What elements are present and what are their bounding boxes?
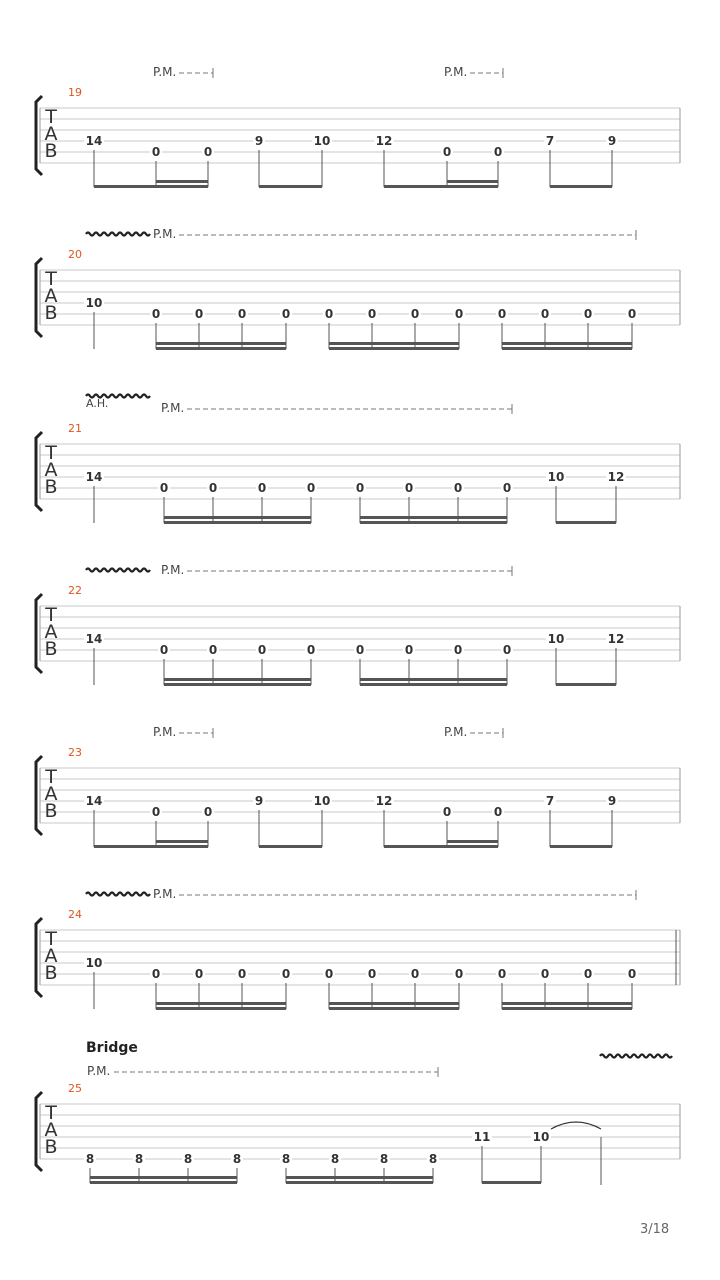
fret-number: 8 bbox=[183, 1152, 193, 1166]
beam-secondary bbox=[447, 180, 498, 183]
beam bbox=[259, 845, 322, 848]
fret-number: 8 bbox=[379, 1152, 389, 1166]
vibrato-mark bbox=[86, 569, 150, 572]
fret-number: 0 bbox=[159, 643, 169, 657]
fret-number: 0 bbox=[410, 307, 420, 321]
fret-number: 8 bbox=[232, 1152, 242, 1166]
beam-secondary bbox=[164, 678, 311, 681]
fret-number: 0 bbox=[306, 643, 316, 657]
bar-number: 21 bbox=[68, 422, 82, 435]
tab-clef-b: B bbox=[44, 140, 58, 162]
beam-secondary bbox=[156, 342, 286, 345]
tab-clef-t: T bbox=[45, 106, 57, 128]
fret-number: 9 bbox=[607, 134, 617, 148]
fret-number: 7 bbox=[545, 794, 555, 808]
fret-number: 8 bbox=[85, 1152, 95, 1166]
fret-number: 10 bbox=[85, 296, 103, 310]
tab-clef-t: T bbox=[45, 928, 57, 950]
tab-clef-a: A bbox=[44, 285, 58, 307]
tab-clef-t: T bbox=[45, 1102, 57, 1124]
fret-number: 0 bbox=[281, 967, 291, 981]
beam bbox=[90, 1181, 237, 1184]
beam-secondary bbox=[90, 1176, 237, 1179]
staff-system-24 bbox=[36, 887, 680, 1010]
beam bbox=[286, 1181, 433, 1184]
fret-number: 0 bbox=[151, 307, 161, 321]
palm-mute-label: P.M. bbox=[161, 401, 185, 415]
fret-number: 0 bbox=[404, 481, 414, 495]
palm-mute-label: P.M. bbox=[153, 227, 177, 241]
artificial-harmonic-label: A.H. bbox=[86, 397, 109, 410]
palm-mute-label: P.M. bbox=[153, 887, 177, 901]
tab-clef-b: B bbox=[44, 1136, 58, 1158]
palm-mute-label: P.M. bbox=[161, 563, 185, 577]
fret-number: 9 bbox=[607, 794, 617, 808]
staff-system-25 bbox=[36, 1040, 680, 1185]
beam-secondary bbox=[329, 1002, 459, 1005]
fret-number: 0 bbox=[453, 643, 463, 657]
fret-number: 0 bbox=[194, 967, 204, 981]
fret-number: 0 bbox=[502, 643, 512, 657]
fret-number: 8 bbox=[428, 1152, 438, 1166]
tab-clef-a: A bbox=[44, 621, 58, 643]
fret-number: 0 bbox=[151, 967, 161, 981]
palm-mute-label: P.M. bbox=[444, 725, 468, 739]
beam bbox=[360, 521, 507, 524]
beam bbox=[550, 185, 612, 188]
fret-number: 14 bbox=[85, 794, 103, 808]
vibrato-mark bbox=[600, 1055, 672, 1058]
fret-number: 0 bbox=[454, 307, 464, 321]
fret-number: 12 bbox=[607, 632, 625, 646]
fret-number: 0 bbox=[257, 481, 267, 495]
fret-number: 14 bbox=[85, 470, 103, 484]
beam bbox=[329, 1007, 459, 1010]
fret-number: 14 bbox=[85, 632, 103, 646]
beam bbox=[556, 683, 616, 686]
tab-clef-b: B bbox=[44, 800, 58, 822]
fret-number: 0 bbox=[454, 967, 464, 981]
beam bbox=[94, 185, 208, 188]
fret-number: 10 bbox=[532, 1130, 550, 1144]
beam bbox=[329, 347, 459, 350]
tab-clef-a: A bbox=[44, 459, 58, 481]
fret-number: 0 bbox=[355, 481, 365, 495]
beam bbox=[259, 185, 322, 188]
fret-number: 0 bbox=[442, 145, 452, 159]
fret-number: 0 bbox=[367, 307, 377, 321]
beam bbox=[156, 347, 286, 350]
fret-number: 0 bbox=[151, 805, 161, 819]
palm-mute-label: P.M. bbox=[153, 65, 177, 79]
fret-number: 10 bbox=[547, 632, 565, 646]
fret-number: 0 bbox=[306, 481, 316, 495]
fret-number: 0 bbox=[493, 145, 503, 159]
bar-number: 23 bbox=[68, 746, 82, 759]
beam bbox=[502, 1007, 632, 1010]
fret-number: 0 bbox=[583, 967, 593, 981]
fret-number: 0 bbox=[159, 481, 169, 495]
fret-number: 12 bbox=[375, 794, 393, 808]
fret-number: 10 bbox=[85, 956, 103, 970]
fret-number: 0 bbox=[237, 307, 247, 321]
staff-system-23 bbox=[36, 725, 680, 848]
beam bbox=[384, 845, 498, 848]
tab-clef-b: B bbox=[44, 638, 58, 660]
beam-secondary bbox=[502, 342, 632, 345]
beam-secondary bbox=[447, 840, 498, 843]
fret-number: 0 bbox=[583, 307, 593, 321]
fret-number: 0 bbox=[257, 643, 267, 657]
beam-secondary bbox=[156, 840, 208, 843]
tab-clef-t: T bbox=[45, 268, 57, 290]
fret-number: 0 bbox=[410, 967, 420, 981]
bar-number: 25 bbox=[68, 1082, 82, 1095]
bar-number: 24 bbox=[68, 908, 82, 921]
fret-number: 0 bbox=[453, 481, 463, 495]
fret-number: 0 bbox=[502, 481, 512, 495]
staff-system-19 bbox=[36, 65, 680, 188]
fret-number: 8 bbox=[330, 1152, 340, 1166]
fret-number: 10 bbox=[313, 134, 331, 148]
fret-number: 12 bbox=[607, 470, 625, 484]
tab-clef-b: B bbox=[44, 476, 58, 498]
tab-clef-t: T bbox=[45, 442, 57, 464]
beam bbox=[164, 683, 311, 686]
palm-mute-label: P.M. bbox=[87, 1064, 111, 1078]
fret-number: 0 bbox=[151, 145, 161, 159]
fret-number: 0 bbox=[324, 307, 334, 321]
fret-number: 0 bbox=[442, 805, 452, 819]
beam bbox=[550, 845, 612, 848]
beam-secondary bbox=[156, 1002, 286, 1005]
fret-number: 0 bbox=[194, 307, 204, 321]
fret-number: 0 bbox=[404, 643, 414, 657]
beam bbox=[384, 185, 498, 188]
beam-secondary bbox=[164, 516, 311, 519]
beam-secondary bbox=[329, 342, 459, 345]
fret-number: 0 bbox=[540, 967, 550, 981]
fret-number: 0 bbox=[237, 967, 247, 981]
fret-number: 12 bbox=[375, 134, 393, 148]
fret-number: 0 bbox=[540, 307, 550, 321]
tab-clef-a: A bbox=[44, 123, 58, 145]
beam bbox=[156, 1007, 286, 1010]
beam-secondary bbox=[286, 1176, 433, 1179]
tab-clef-b: B bbox=[44, 302, 58, 324]
fret-number: 0 bbox=[355, 643, 365, 657]
fret-number: 9 bbox=[254, 794, 264, 808]
fret-number: 14 bbox=[85, 134, 103, 148]
fret-number: 0 bbox=[627, 307, 637, 321]
fret-number: 0 bbox=[203, 145, 213, 159]
beam bbox=[556, 521, 616, 524]
tab-clef-t: T bbox=[45, 766, 57, 788]
fret-number: 0 bbox=[208, 643, 218, 657]
staff-system-22 bbox=[36, 563, 680, 686]
fret-number: 8 bbox=[134, 1152, 144, 1166]
fret-number: 0 bbox=[497, 307, 507, 321]
tab-clef-a: A bbox=[44, 945, 58, 967]
beam-secondary bbox=[360, 678, 507, 681]
tab-clef-a: A bbox=[44, 1119, 58, 1141]
section-label-bridge: Bridge bbox=[86, 1040, 138, 1056]
bar-number: 20 bbox=[68, 248, 82, 261]
fret-number: 10 bbox=[547, 470, 565, 484]
vibrato-mark bbox=[86, 233, 150, 236]
bar-number: 19 bbox=[68, 86, 82, 99]
page-number: 3/18 bbox=[640, 1222, 670, 1237]
beam bbox=[164, 521, 311, 524]
fret-number: 0 bbox=[203, 805, 213, 819]
vibrato-mark bbox=[86, 893, 150, 896]
beam-secondary bbox=[502, 1002, 632, 1005]
beam bbox=[502, 347, 632, 350]
fret-number: 0 bbox=[367, 967, 377, 981]
palm-mute-label: P.M. bbox=[153, 725, 177, 739]
fret-number: 0 bbox=[627, 967, 637, 981]
beam-secondary bbox=[360, 516, 507, 519]
fret-number: 0 bbox=[324, 967, 334, 981]
beam bbox=[94, 845, 208, 848]
fret-number: 8 bbox=[281, 1152, 291, 1166]
staff-system-20 bbox=[36, 227, 680, 350]
fret-number: 7 bbox=[545, 134, 555, 148]
fret-number: 11 bbox=[473, 1130, 491, 1144]
tab-clef-t: T bbox=[45, 604, 57, 626]
staff-system-21 bbox=[36, 395, 680, 525]
fret-number: 0 bbox=[493, 805, 503, 819]
palm-mute-label: P.M. bbox=[444, 65, 468, 79]
bar-number: 22 bbox=[68, 584, 82, 597]
beam bbox=[360, 683, 507, 686]
fret-number: 9 bbox=[254, 134, 264, 148]
fret-number: 10 bbox=[313, 794, 331, 808]
beam-secondary bbox=[156, 180, 208, 183]
tab-clef-a: A bbox=[44, 783, 58, 805]
fret-number: 0 bbox=[497, 967, 507, 981]
fret-number: 0 bbox=[281, 307, 291, 321]
tab-clef-b: B bbox=[44, 962, 58, 984]
fret-number: 0 bbox=[208, 481, 218, 495]
beam bbox=[482, 1181, 541, 1184]
